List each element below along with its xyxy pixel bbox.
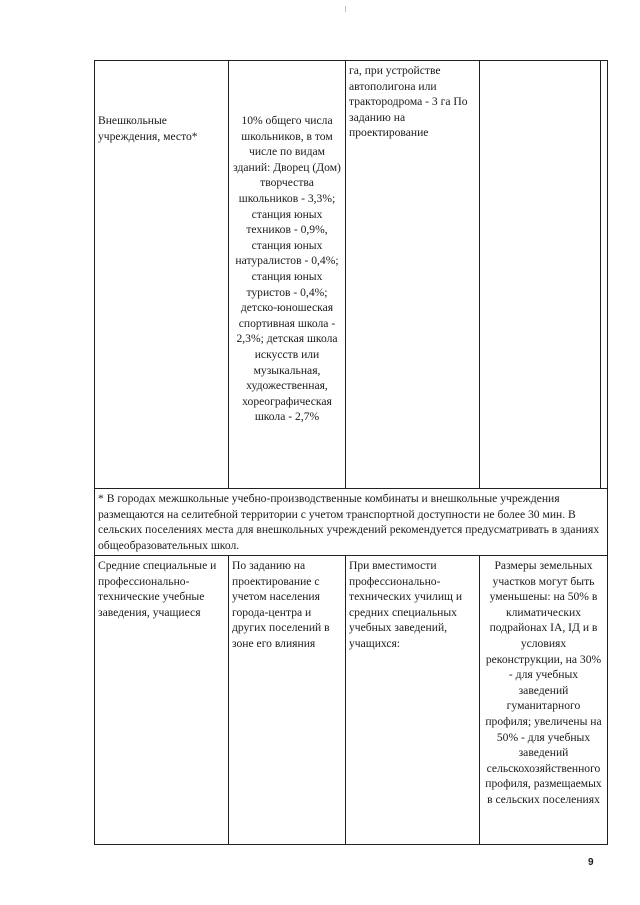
facility-name: Средние специальные и профессионально-технические учебные заведения, учащиеся [98,559,217,619]
capacity-norm: По заданию на проектирование с учетом населения города-центра и других поселений в зоне его влияния [232,559,330,650]
table-row [95,489,608,556]
table-cell-margin [601,61,608,489]
table-cell [346,61,480,489]
table-row [95,61,608,489]
capacity-norm: 10% общего числа школьников, в том числе по видам зданий: Дворец (Дом) творчества школьников - 3,3%; станция юных техников - 0,9%, станция юных натуралистов - 0,4%; станция юных туристов - 0,4%; детско-юношеская спортивная школа - 2,3%; детская школа искусств или музыкальная, художественная, хореографическая школа - 2,7% [233,114,341,424]
table-row [95,556,608,845]
page-number: 9 [588,857,594,868]
table-cell [95,61,229,489]
land-area-norm: При вместимости профессионально-технических училищ и средних специальных учебных заведений, учащихся: [349,559,463,650]
notes: Размеры земельных участков могут быть уменьшены: на 50% в климатических подрайонах IA, IД и в условиях реконструкции, на 30% - для учебных заведений гуманитарного профиля; увеличены на 50% - для учебных заведений сельскохозяйственного профиля, размещаемых в сельских поселениях [485,559,602,806]
land-area-norm: га, при устройстве автополигона или трактородрома - 3 га По заданию на проектирование [349,64,468,140]
table-cell [480,556,608,845]
scan-mark [345,6,346,12]
footnote-text: * В городах межшкольные учебно-производственные комбинаты и внешкольные учреждения размещаются на селитебной территории с учетом транспортной доступности не более 30 мин. В сельских поселениях места для внешкольных учреждений рекомендуется предусматривать в зданиях общеобразовательных школ. [98,492,600,552]
facility-name: Внешкольные учреждения, место* [98,114,198,143]
table-cell [480,61,601,489]
table-cell [229,61,346,489]
norms-table [94,60,608,845]
table-cell [346,556,480,845]
table-cell [229,556,346,845]
table-cell [95,556,229,845]
footnote-cell [95,489,608,556]
